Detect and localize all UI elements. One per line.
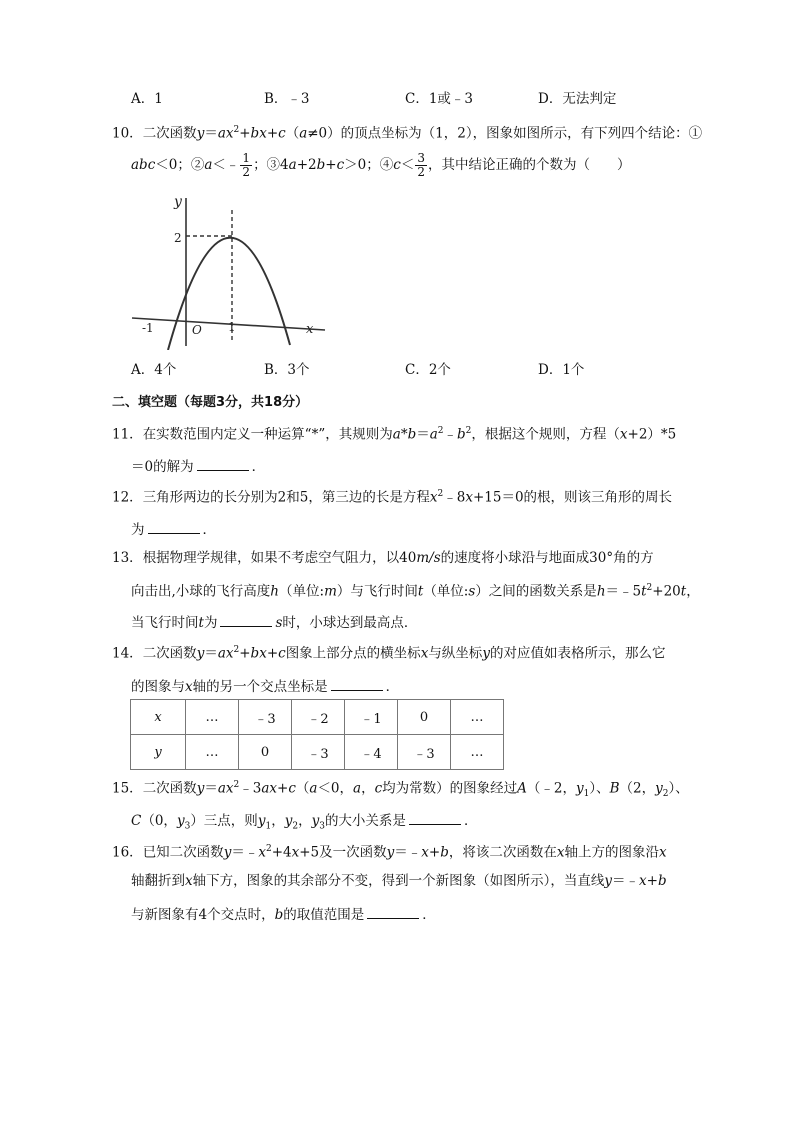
q13-line1: 13．根据物理学规律，如果不考虑空气阻力，以40m/s的速度将小球沿与地面成30°角的方: [112, 550, 654, 566]
q16-line2: 轴翻折到x轴下方，图象的其余部分不变，得到一个新图象（如图所示），当直线y＝﹣x+b: [131, 873, 667, 889]
y-value-2-label: 2: [174, 231, 182, 245]
q10-option-b: B．3个: [264, 362, 310, 378]
x-axis-label: x: [306, 322, 314, 337]
q12-line2: 为 ．: [131, 522, 216, 538]
answer-blank[interactable]: [220, 614, 272, 627]
x-value-neg1-label: -1: [142, 321, 154, 335]
q9-option-d: D．无法判定: [538, 91, 617, 107]
q13-line2: 向击出,小球的飞行高度h（单位:m）与飞行时间t（单位:s）之间的函数关系是$h=﹣5t^2+20t$，: [131, 583, 700, 600]
origin-label: O: [192, 323, 202, 337]
table-cell: ﹣3: [239, 700, 292, 735]
table-cell: …: [451, 700, 504, 735]
table-cell: …: [186, 700, 239, 735]
q11-line2: ＝0的解为 ．: [131, 459, 266, 475]
q10-option-a: A．4个: [131, 362, 177, 378]
answer-blank[interactable]: [331, 678, 383, 691]
x-value-1-label: 1: [228, 320, 236, 334]
table-cell: ﹣1: [345, 700, 398, 735]
table-cell: ﹣3: [398, 735, 451, 770]
q10-option-d: D．1个: [538, 362, 585, 378]
q9-option-c: C．1或﹣3: [405, 91, 474, 107]
q12-line1: 12．三角形两边的长分别为2和5，第三边的长是方程$x^2﹣8x+15=0$的根，则该三角形的周长: [112, 489, 673, 506]
table-row: [131, 700, 504, 735]
value-table: [130, 699, 504, 770]
answer-blank[interactable]: [409, 812, 461, 825]
q14-line2: 的图象与x轴的另一个交点坐标是 ．: [131, 679, 400, 695]
q9-option-b: B．﹣3: [264, 91, 310, 107]
table-header-cell: y: [131, 735, 186, 770]
table-cell: …: [451, 735, 504, 770]
q16-line3: 与新图象有4个交点时，b的取值范围是 ．: [131, 907, 436, 923]
table-cell: 0: [398, 700, 451, 735]
fraction-three-halves: $\frac{3}{2}$: [417, 151, 425, 179]
q16-line1: 16．已知二次函数$y=﹣x^2+4x+5$及一次函数y＝﹣x+b，将该二次函数在x轴上方的图象沿x: [112, 844, 667, 861]
q15-line2: C（0，$y_3$）三点，则$y_1$，$y_2$，$y_3$的大小关系是 ．: [131, 813, 478, 832]
table-cell: ﹣3: [292, 735, 345, 770]
table-cell: 0: [239, 735, 292, 770]
table-cell: ﹣2: [292, 700, 345, 735]
answer-blank[interactable]: [197, 458, 249, 471]
table-cell: …: [186, 735, 239, 770]
q13-line3: 当飞行时间t为 s时，小球达到最高点．: [131, 615, 418, 631]
y-axis-label: y: [174, 194, 182, 210]
q10-option-c: C．2个: [405, 362, 451, 378]
table-header-cell: x: [131, 700, 186, 735]
q10-line2: abc＜0；②a＜﹣ $\frac{1}{2}$ ；③4a+2b+c＞0；④c＜ $\frac{3}{2}$ ，其中结论正确的个数为（ ）: [131, 151, 631, 179]
section-title: 二、填空题（每题3分，共18分）: [112, 395, 309, 410]
table-cell: ﹣4: [345, 735, 398, 770]
q9-option-a: A．1: [131, 91, 163, 107]
answer-blank[interactable]: [367, 906, 419, 919]
fraction-one-half: $\frac{1}{2}$: [242, 151, 251, 179]
q10-line1: 10．二次函数$y=ax^2+bx+c(a\ne 0)$的顶点坐标为（1，2），图象如图所示，有下列四个结论：①: [112, 125, 703, 142]
q11-line1: 11．在实数范围内定义一种运算“*”，其规则为$a*b=a^2﹣b^2$，根据这个规则，方程（x+2）*5: [112, 426, 677, 443]
q14-line1: 14．二次函数$y=ax^2+bx+c$图象上部分点的横坐标x与纵坐标y的对应值如表格所示，那么它: [112, 645, 666, 662]
q15-line1: 15．二次函数$y=ax^2﹣3ax+c(a<0$，a，c均为常数）的图象经过A（﹣2，$y_1$）、B（2，$y_2$）、: [112, 780, 689, 800]
answer-blank[interactable]: [148, 521, 200, 534]
q10-parabola-graph: [130, 190, 335, 350]
table-row: [131, 735, 504, 770]
